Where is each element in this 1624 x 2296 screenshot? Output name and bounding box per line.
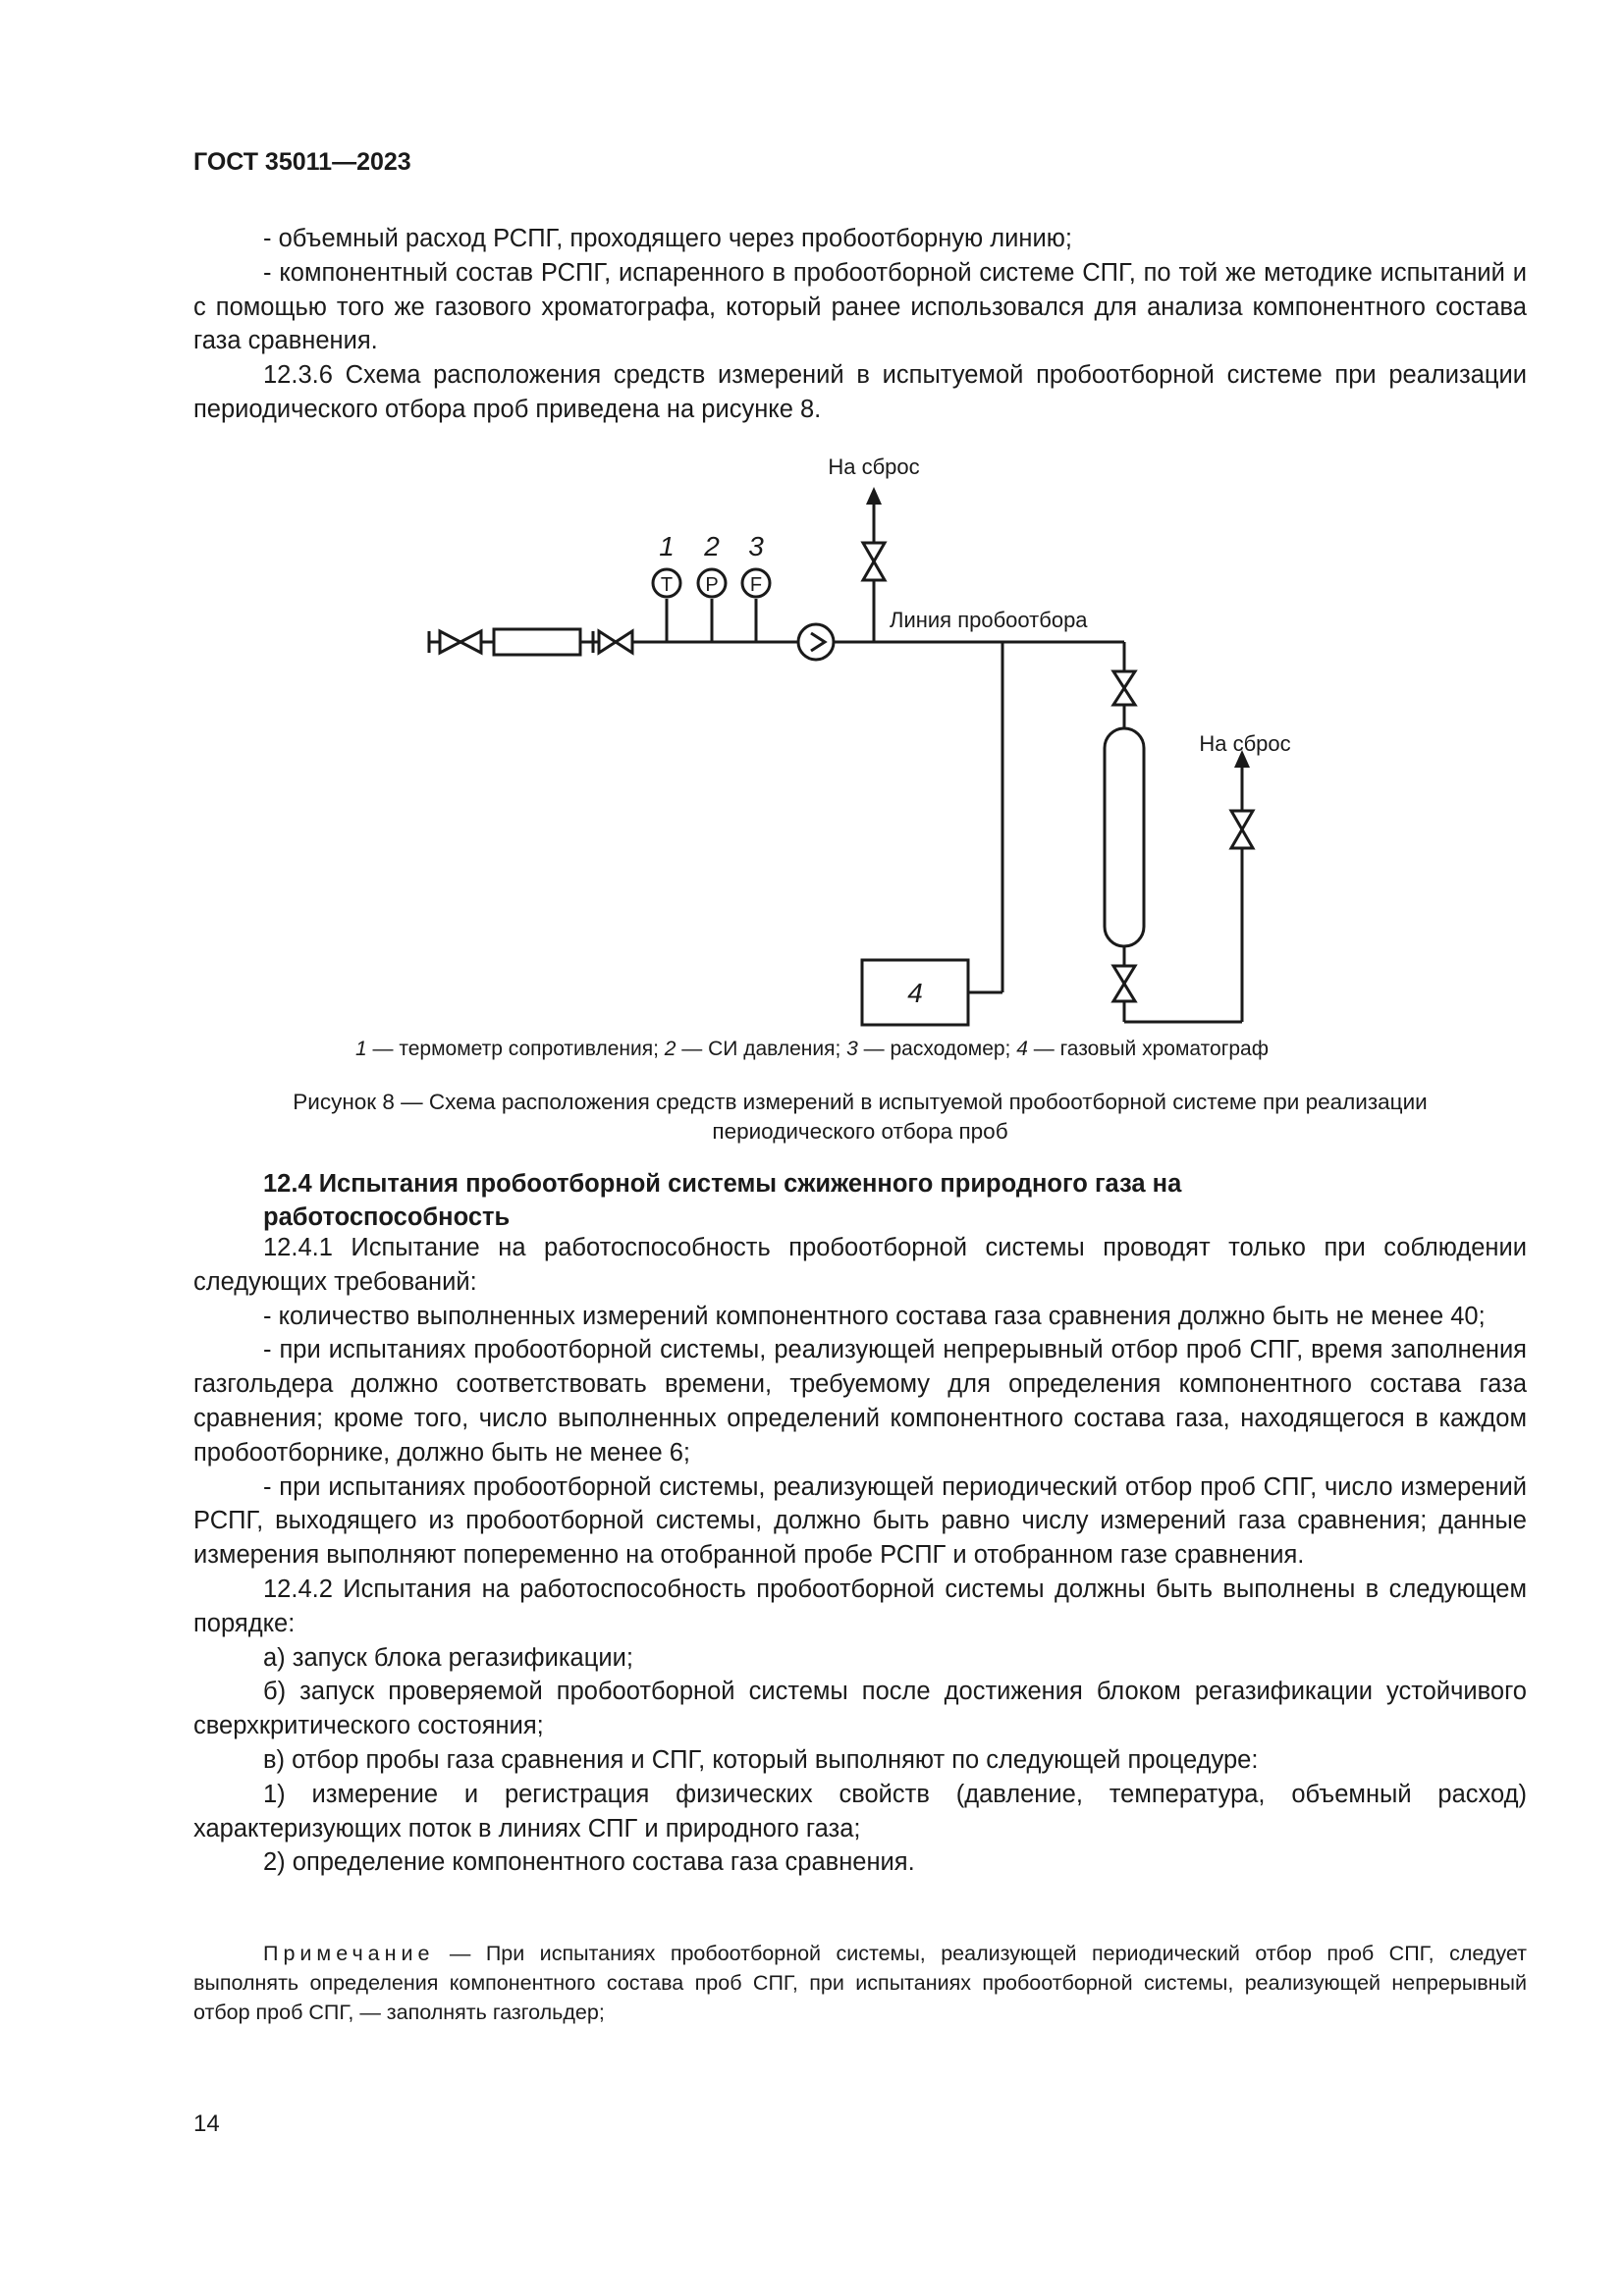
- paragraph: - количество выполненных измерений компонентного состава газа сравнения должно быть не менее 40;: [263, 1302, 1486, 1330]
- sensor-number: 1: [659, 531, 675, 561]
- paragraph: 12.3.6 Схема расположения средств измерений в испытуемой пробоотборной системе при реализации периодического отбора проб приведена на рисунке 8.: [193, 361, 1527, 423]
- pressure-gauge-icon: [698, 569, 726, 597]
- legend-text: — расходомер;: [857, 1038, 1017, 1060]
- chromatograph-number: 4: [907, 978, 923, 1008]
- paragraph: 12.4.2 Испытания на работоспособность пробоотборной системы должны быть выполнены в следующем порядке:: [193, 1575, 1527, 1637]
- legend-number: 1: [354, 1038, 367, 1060]
- page-number: 14: [193, 2110, 220, 2137]
- valve-icon: [863, 543, 885, 580]
- valve-icon: [1231, 811, 1253, 848]
- document-header: ГОСТ 35011—2023: [193, 148, 411, 176]
- legend-number: 2: [664, 1038, 677, 1060]
- paragraph: 2) определение компонентного состава газа сравнения.: [263, 1848, 915, 1877]
- note-label: Примечание: [263, 1942, 435, 1965]
- note-text: — При испытаниях пробоотборной системы, реализующей периодический отбор проб СПГ, следует выполнять определения компонентного состава проб СПГ, при испытаниях пробоотборной системы, реализующей непрерывный отбор проб СПГ, — заполнять газгольдер;: [193, 1942, 1527, 2024]
- thermometer-icon: [653, 569, 680, 597]
- paragraph: - при испытаниях пробоотборной системы, реализующей непрерывный отбор проб СПГ, время заполнения газгольдера должно соответствовать времени, требуемому для определения компонентного состава газа сравнения; кроме того, число выполненных определений компонентного состава газа, находящегося в каждом пробоотборнике, должно быть не менее 6;: [193, 1336, 1527, 1467]
- legend-number: 3: [846, 1038, 858, 1060]
- caption-line: Рисунок 8 — Схема расположения средств измерений в испытуемой пробоотборной системе при реализации: [293, 1090, 1428, 1114]
- figure-caption: [193, 1088, 1527, 1147]
- pump-icon: [798, 624, 834, 660]
- legend-text: — СИ давления;: [676, 1038, 847, 1060]
- valve-icon: [1113, 966, 1135, 1001]
- note: [193, 1939, 1527, 2027]
- intro-text: [193, 222, 1527, 427]
- legend-text: — термометр сопротивления;: [366, 1038, 665, 1060]
- valve-icon: [593, 631, 632, 653]
- paragraph: 12.4.1 Испытание на работоспособность пробоотборной системы проводят только при соблюдении следующих требований:: [193, 1234, 1527, 1296]
- paragraph: в) отбор пробы газа сравнения и СПГ, который выполняют по следующей процедуре:: [263, 1745, 1259, 1774]
- arrow-up-icon: [866, 487, 882, 505]
- paragraph: б) запуск проверяемой пробоотборной системы после достижения блоком регазификации устойчивого сверхкритического состояния;: [193, 1678, 1527, 1740]
- vent-label-top: На сброс: [828, 454, 920, 479]
- sample-cylinder: [1105, 728, 1144, 946]
- svg-text:T: T: [660, 574, 674, 596]
- section-text: [193, 1231, 1527, 1880]
- valve-icon: [1113, 671, 1135, 705]
- legend-text: — газовый хроматограф: [1027, 1038, 1269, 1060]
- svg-text:P: P: [705, 574, 719, 596]
- legend-number: 4: [1016, 1038, 1028, 1060]
- flowmeter-icon: [742, 569, 770, 597]
- paragraph: а) запуск блока регазификации;: [263, 1643, 633, 1672]
- sensor-number: 2: [704, 531, 720, 561]
- section-heading: 12.4 Испытания пробоотборной системы сжиженного природного газа на работоспособность: [263, 1170, 1182, 1231]
- figure-legend: [0, 1036, 1624, 1063]
- paragraph: 1) измерение и регистрация физических свойств (давление, температура, объемный расход) характеризующих поток в линиях СПГ и природного газа;: [193, 1780, 1527, 1842]
- paragraph: - компонентный состав РСПГ, испаренного в пробоотборной системе СПГ, по той же методике испытаний и с помощью того же газового хроматографа, который ранее использовался для анализа компонентного состава газа сравнения.: [193, 258, 1527, 355]
- svg-text:F: F: [749, 574, 763, 596]
- sampling-line-label: Линия пробоотбора: [890, 608, 1088, 632]
- paragraph: - объемный расход РСПГ, проходящего через пробоотборную линию;: [263, 225, 1072, 252]
- vent-label-right: На сброс: [1199, 731, 1291, 756]
- sensor-number: 3: [748, 531, 764, 561]
- caption-line: периодического отбора проб: [712, 1119, 1008, 1144]
- filter-icon: [494, 629, 580, 655]
- paragraph: - при испытаниях пробоотборной системы, реализующей периодический отбор проб СПГ, число измерений РСПГ, выходящего из пробоотборной системы, должно быть равно числу измерений газа сравнения; данные измерения выполняют попеременно на отобранной пробе РСПГ и отобранном газе сравнения.: [193, 1472, 1527, 1570]
- sampling-system-diagram: [0, 432, 1624, 1041]
